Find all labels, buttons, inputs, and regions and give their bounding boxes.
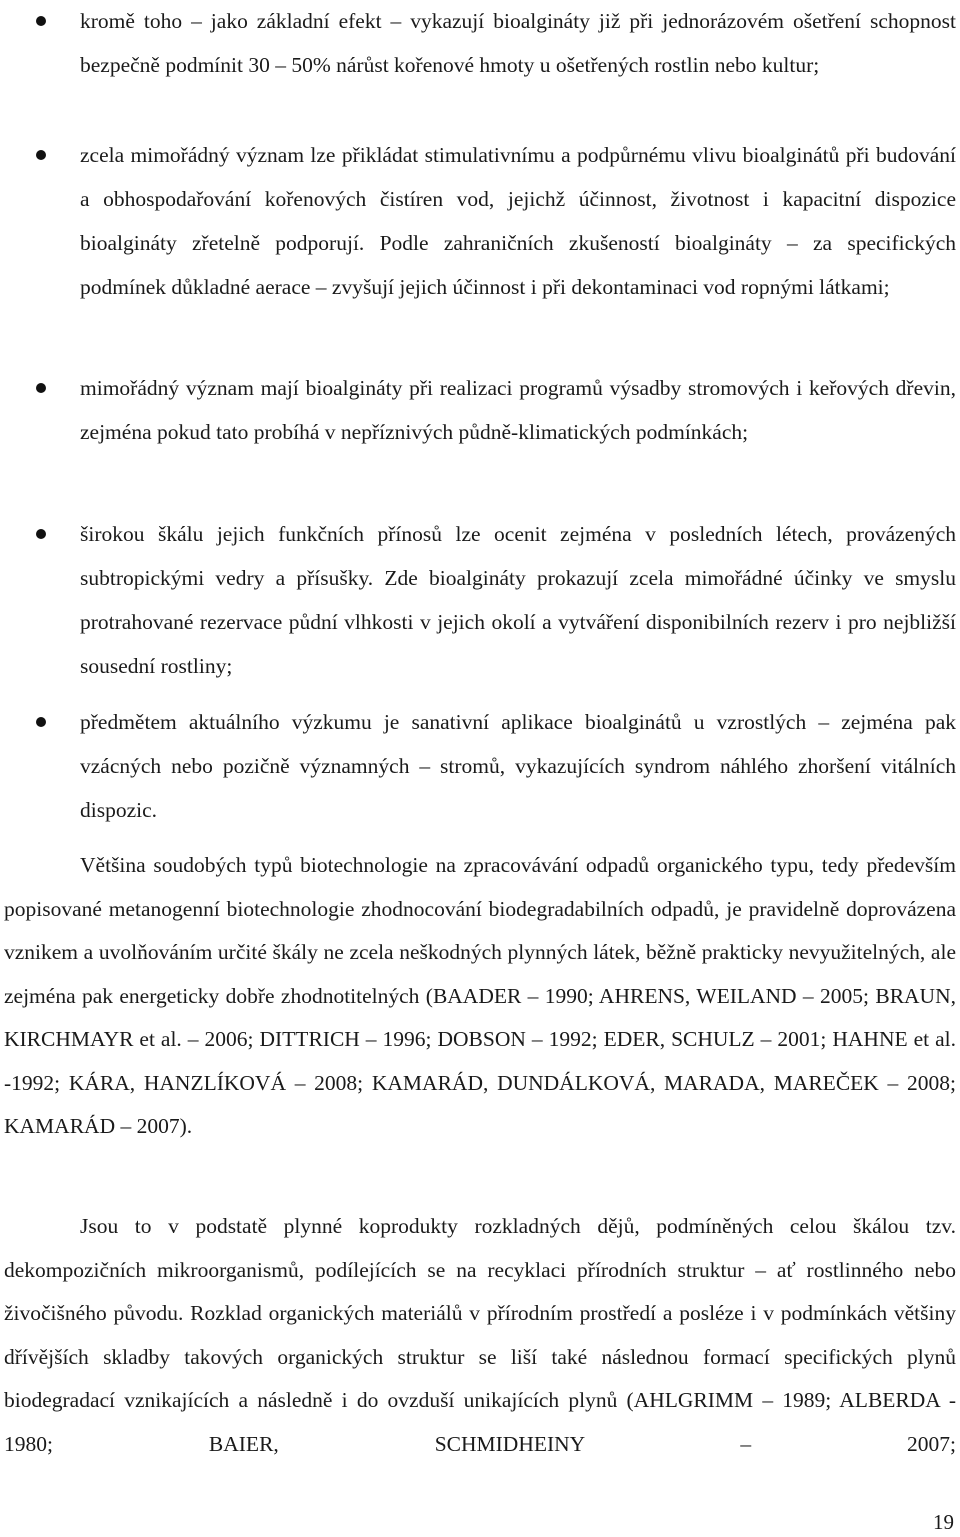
bullet-text: předmětem aktuálního výzkumu je sanativní aplikace bioalginátů u vzrostlých – zejména pak vzácných nebo pozičně významných – stromů, vykazujících syndrom náhlého zhoršení vitálních dispozic. bbox=[80, 710, 956, 822]
body-paragraph: Většina soudobých typů biotechnologie na zpracovávání odpadů organického typu, tedy především popisované metanogenní biotechnologie zhodnocování biodegradabilních odpadů, je pravidelně doprovázena vznikem a uvolňováním určité škály ne zcela neškodných plynných látek, běžně prakticky nevyužitelných, ale zejména pak energeticky dobře zhodnotitelných (BAADER – 1990; AHRENS, WEILAND – 2005; BRAUN, KIRCHMAYR et al. – 2006; DITTRICH – 1996; DOBSON – 1992; EDER, SCHULZ – 2001; HAHNE et al. -1992; KÁRA, HANZLÍKOVÁ – 2008; KAMARÁD, DUNDÁLKOVÁ, MARADA, MAREČEK – 2008; KAMARÁD – 2007). bbox=[4, 853, 956, 1138]
bullet-text: zcela mimořádný význam lze přikládat stimulativnímu a podpůrnému vlivu bioalginátů při budování a obhospodařování kořenových čistíren vod, jejichž účinnost, životnost i kapacitní dispozice bioalgináty zřetelně podporují. Podle zahraničních zkušeností bioalgináty – za specifických podmínek důkladné aerace – zvyšují jejich účinnost i při dekontaminaci vod ropnými látkami; bbox=[80, 143, 956, 299]
bullet-item bbox=[0, 0, 960, 87]
bullet-item bbox=[0, 512, 960, 688]
bullet-text: mimořádný význam mají bioalgináty při realizaci programů výsadby stromových i keřových dřevin, zejména pokud tato probíhá v nepříznivých půdně-klimatických podmínkách; bbox=[80, 376, 956, 444]
bullet-icon bbox=[36, 529, 46, 539]
bullet-icon bbox=[36, 717, 46, 727]
bullet-text: kromě toho – jako základní efekt – vykazují bioalgináty již při jednorázovém ošetření schopnost bezpečně podmínit 30 – 50% nárůst kořenové hmoty u ošetřených rostlin nebo kultur; bbox=[80, 9, 956, 77]
bullet-icon bbox=[36, 150, 46, 160]
bullet-icon bbox=[36, 383, 46, 393]
page-number: 19 bbox=[933, 1510, 954, 1534]
bullet-icon bbox=[36, 16, 46, 26]
body-paragraph: Jsou to v podstatě plynné koprodukty rozkladných dějů, podmíněných celou škálou tzv. dekompozičních mikroorganismů, podílejících se na recyklaci přírodních struktur – ať rostlinného nebo živočišného původu. Rozklad organických materiálů v přírodním prostředí a posléze i v podmínkách většiny dřívějších skladby takových organických struktur se liší také následnou formací specifických plynů biodegradací vznikajících a následně i do ovzduší unikajících plynů (AHLGRIMM – 1989; ALBERDA - 1980; BAIER, SCHMIDHEINY – 2007; bbox=[4, 1214, 956, 1456]
bullet-text: širokou škálu jejich funkčních přínosů lze ocenit zejména v posledních létech, provázených subtropickými vedry a přísušky. Zde bioalgináty prokazují zcela mimořádné účinky ve smyslu protrahované rezervace půdní vlhkosti v jejich okolí a vytváření disponibilních rezerv i pro nejbližší sousední rostliny; bbox=[80, 522, 956, 678]
bullet-item bbox=[0, 366, 960, 454]
bullet-item bbox=[0, 133, 960, 309]
bullet-item bbox=[0, 700, 960, 832]
